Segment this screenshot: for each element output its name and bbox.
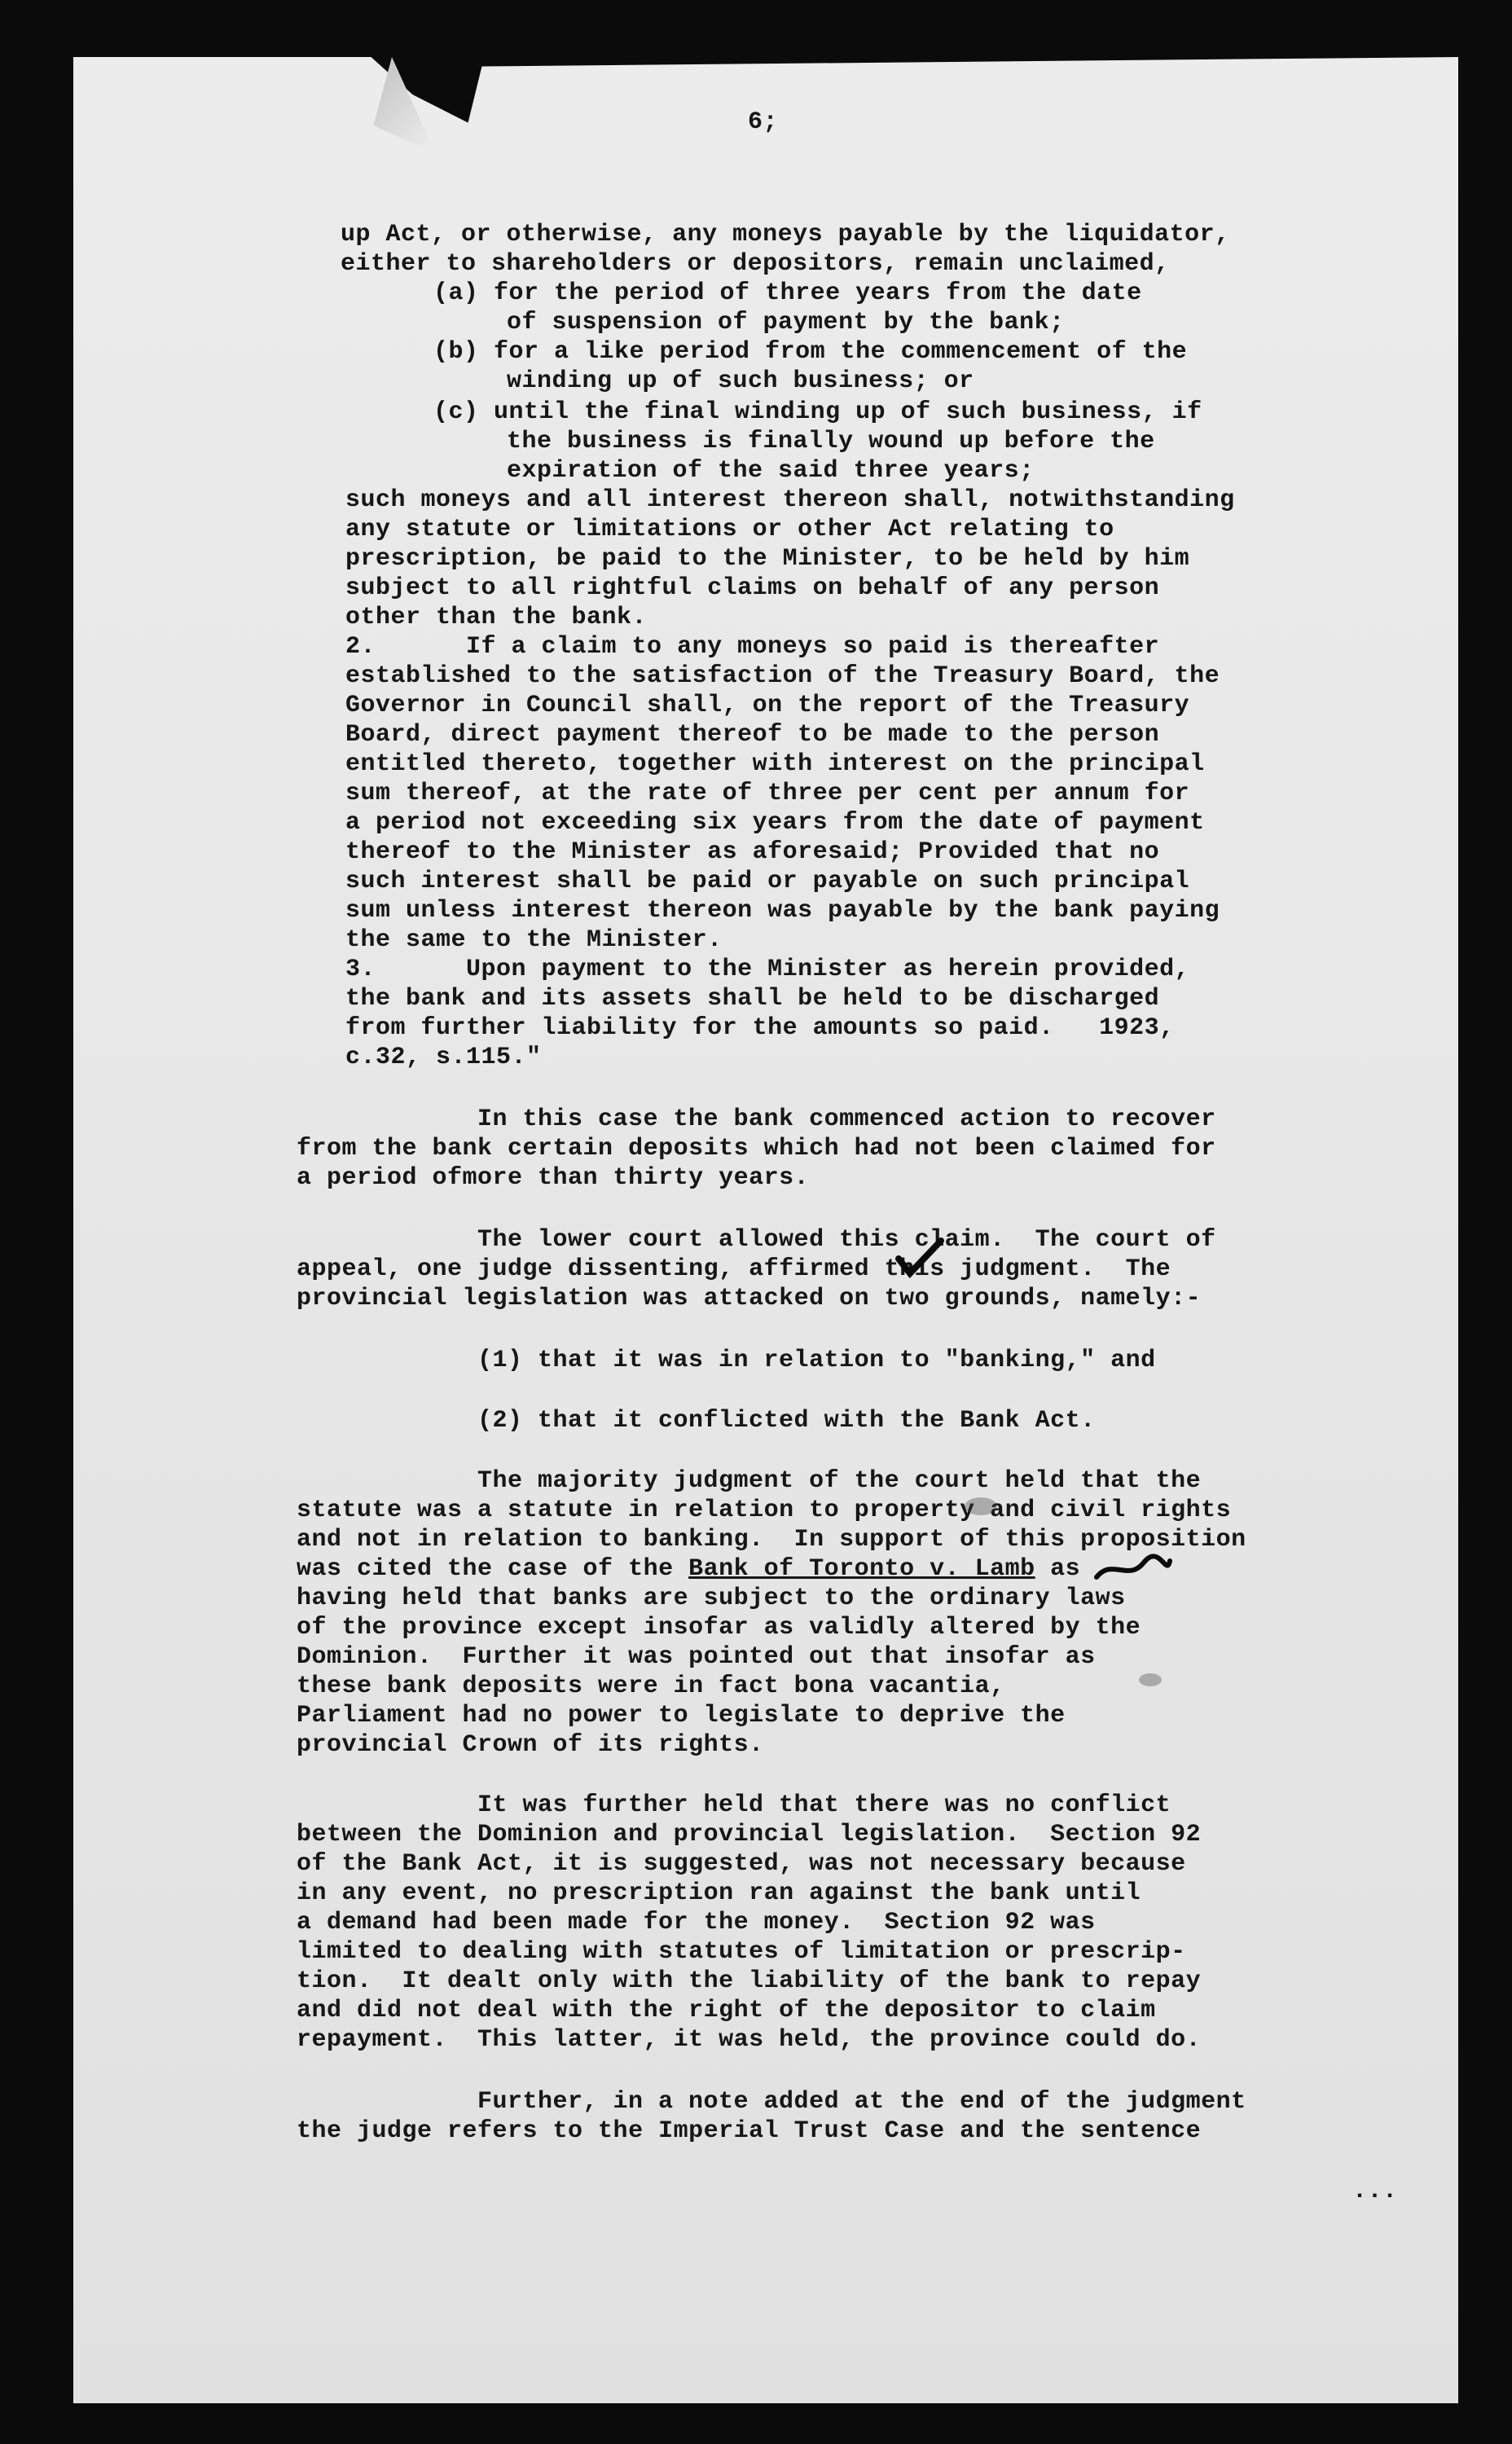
case-citation: Bank of Toronto v. Lamb (688, 1555, 1035, 1583)
text-line: expiration of the said three years; (507, 457, 1035, 485)
text-line: winding up of such business; or (507, 367, 974, 395)
text-line: a period not exceeding six years from the date of payment (345, 809, 1205, 837)
text-line: 2. If a claim to any moneys so paid is thereafter (345, 633, 1160, 661)
text-line: other than the bank. (345, 604, 648, 631)
text-fragment: was cited the case of the (297, 1555, 689, 1583)
text-line: established to the satisfaction of the Treasury Board, the (345, 662, 1220, 690)
text-line: appeal, one judge dissenting, affirmed this judgment. The (297, 1255, 1171, 1283)
text-line: sum unless interest thereon was payable by the bank paying (345, 897, 1220, 925)
text-line: Governor in Council shall, on the report of the Treasury (345, 692, 1190, 719)
text-line: having held that banks are subject to the ordinary laws (297, 1585, 1126, 1612)
handwritten-check-mark (892, 1234, 949, 1283)
text-line: between the Dominion and provincial legislation. Section 92 (297, 1821, 1202, 1848)
text-line: from the bank certain deposits which had not been claimed for (297, 1135, 1216, 1163)
text-line: the judge refers to the Imperial Trust Case and the sentence (297, 2117, 1202, 2145)
text-line: statute was a statute in relation to property and civil rights (297, 1497, 1232, 1524)
text-line: thereof to the Minister as aforesaid; Provided that no (345, 838, 1160, 866)
text-line: (c) until the final winding up of such business, if (433, 398, 1202, 426)
text-line: sum thereof, at the rate of three per cent per annum for (345, 780, 1190, 807)
text-line: Dominion. Further it was pointed out that insofar as (297, 1643, 1096, 1671)
text-line: The majority judgment of the court held that the (477, 1467, 1202, 1495)
text-line: prescription, be paid to the Minister, to be held by him (345, 545, 1190, 573)
text-line: subject to all rightful claims on behalf of any person (345, 574, 1160, 602)
text-line: provincial Crown of its rights. (297, 1731, 764, 1759)
text-line: such moneys and all interest thereon shall, notwithstanding (345, 486, 1235, 514)
text-line: c.32, s.115." (345, 1044, 542, 1071)
ink-smudge (1139, 1673, 1162, 1686)
text-line: 3. Upon payment to the Minister as herein provided, (345, 956, 1190, 983)
text-line: limited to dealing with statutes of limitation or prescrip- (297, 1938, 1186, 1966)
text-line: Parliament had no power to legislate to deprive the (297, 1702, 1066, 1730)
text-line: a period ofmore than thirty years. (297, 1164, 810, 1192)
text-line: these bank deposits were in fact bona vacantia, (297, 1673, 1005, 1700)
text-line (297, 1554, 1080, 1584)
text-line: the bank and its assets shall be held to be discharged (345, 985, 1160, 1013)
text-line: and not in relation to banking. In support of this proposition (297, 1526, 1246, 1554)
ink-smudge (965, 1497, 997, 1515)
handwritten-strikeout (1092, 1553, 1173, 1589)
text-line: either to shareholders or depositors, remain unclaimed, (341, 250, 1170, 278)
text-line: of the Bank Act, it is suggested, was not necessary because (297, 1850, 1186, 1878)
text-line: Board, direct payment thereof to be made to the person (345, 721, 1160, 749)
text-line: tion. It dealt only with the liability of the bank to repay (297, 1967, 1202, 1995)
text-line: the business is finally wound up before the (507, 428, 1155, 455)
text-fragment: as (1035, 1555, 1081, 1583)
page-number: 6; (748, 108, 779, 136)
text-line: (2) that it conflicted with the Bank Act. (477, 1407, 1096, 1435)
text-line: (b) for a like period from the commencement of the (433, 338, 1188, 366)
text-line: (a) for the period of three years from the date (433, 279, 1142, 307)
text-line: provincial legislation was attacked on two grounds, namely:- (297, 1285, 1202, 1312)
text-line: a demand had been made for the money. Section 92 was (297, 1909, 1096, 1936)
text-line: from further liability for the amounts so paid. 1923, (345, 1014, 1175, 1042)
text-line: of the province except insofar as validly altered by the (297, 1614, 1141, 1642)
text-line: (1) that it was in relation to "banking," and (477, 1347, 1156, 1374)
text-line: of suspension of payment by the bank; (507, 309, 1065, 336)
text-line: and did not deal with the right of the depositor to claim (297, 1997, 1156, 2024)
continuation-marker: ... (1352, 2178, 1398, 2205)
text-line: the same to the Minister. (345, 926, 723, 954)
text-line: repayment. This latter, it was held, the province could do. (297, 2026, 1202, 2054)
text-line: in any event, no prescription ran against the bank until (297, 1879, 1141, 1907)
text-line: up Act, or otherwise, any moneys payable by the liquidator, (341, 221, 1230, 248)
text-line: Further, in a note added at the end of the judgment (477, 2088, 1246, 2116)
text-line: entitled thereto, together with interest on the principal (345, 750, 1205, 778)
text-line: any statute or limitations or other Act relating to (345, 516, 1114, 543)
text-line: such interest shall be paid or payable on such principal (345, 868, 1190, 895)
text-line: The lower court allowed this claim. The court of (477, 1226, 1216, 1254)
text-line: It was further held that there was no conflict (477, 1791, 1171, 1819)
text-line: In this case the bank commenced action to recover (477, 1106, 1216, 1133)
